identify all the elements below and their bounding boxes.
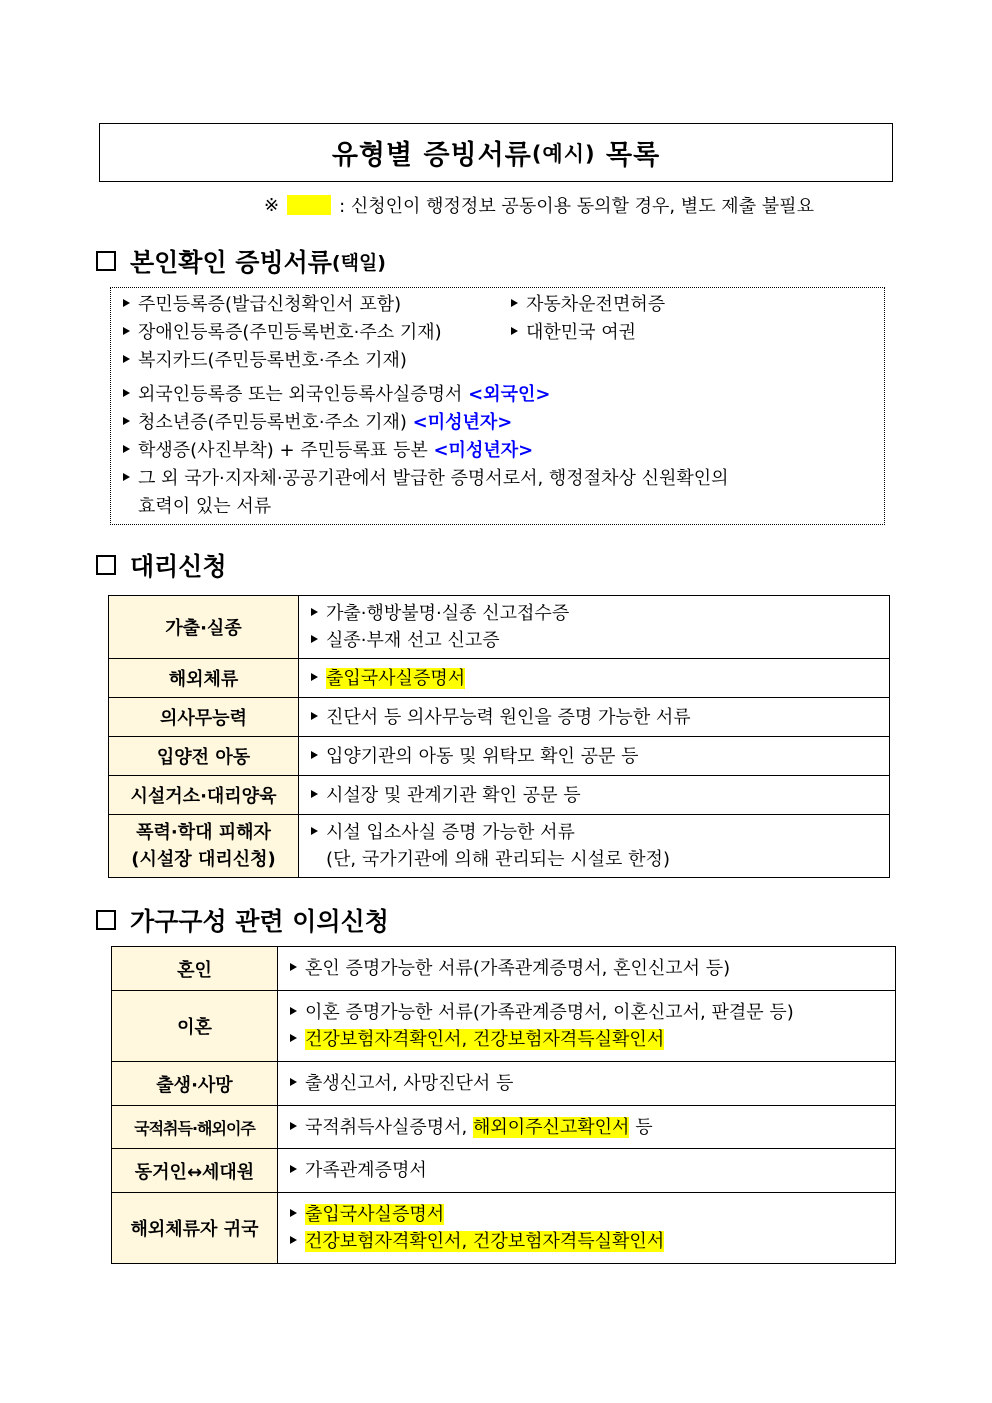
bullet-triangle-icon [311, 608, 318, 616]
bullet-triangle-icon [311, 673, 318, 681]
note-mark: ※ [264, 194, 280, 216]
title-tail: 목록 [595, 140, 661, 171]
section-identity-heading [96, 243, 386, 279]
table-row [109, 698, 890, 737]
row-value: 출생신고서, 사망진단서 등 [278, 1062, 896, 1106]
section-household-heading [96, 902, 389, 938]
row-value: 입양기관의 아동 및 위탁모 확인 공문 등 [299, 737, 890, 776]
table-row [112, 1062, 896, 1106]
row-key: 출생·사망 [112, 1062, 278, 1106]
row-value: 가족관계증명서 [278, 1149, 896, 1193]
bullet-triangle-icon [290, 1165, 297, 1173]
bullet-triangle-icon [290, 1007, 297, 1015]
list-item: 주민등록증(발급신청확인서 포함) [123, 291, 401, 319]
note-text: : 신청인이 행정정보 공동이용 동의할 경우, 별도 제출 불필요 [339, 196, 814, 217]
bullet-triangle-icon [311, 790, 318, 798]
bullet-triangle-icon [311, 751, 318, 759]
row-key: 해외체류 [109, 659, 299, 698]
table-row [109, 815, 890, 878]
row-key: 의사무능력 [109, 698, 299, 737]
minor-tag: <미성년자> [412, 412, 513, 433]
bullet-triangle-icon [511, 327, 518, 335]
checkbox-square-icon [96, 910, 116, 930]
table-row [109, 596, 890, 659]
table-row [112, 991, 896, 1062]
bullet-triangle-icon [290, 1236, 297, 1244]
row-key: 국적취득·해외이주 [112, 1106, 278, 1149]
row-value: 국적취득사실증명서, 해외이주신고확인서 등 [278, 1106, 896, 1149]
section-proxy-title: 대리신청 [130, 552, 227, 581]
section-proxy-heading [96, 547, 227, 583]
row-key: 이혼 [112, 991, 278, 1062]
highlighted-text: 건강보험자격확인서, 건강보험자격득실확인서 [305, 1029, 665, 1050]
row-key: 혼인 [112, 947, 278, 991]
row-key: 입양전 아동 [109, 737, 299, 776]
bullet-triangle-icon [123, 473, 130, 481]
list-item: 복지카드(주민등록번호·주소 기재) [123, 347, 407, 375]
row-key: 폭력·학대 피해자 (시설장 대리신청) [109, 815, 299, 878]
checkbox-square-icon [96, 555, 116, 575]
bullet-triangle-icon [290, 1034, 297, 1042]
list-item: 그 외 국가·지자체·공공기관에서 발급한 증명서로서, 행정절차상 신원확인의 [123, 465, 729, 493]
highlighted-text: 출입국사실증명서 [305, 1204, 445, 1225]
bullet-triangle-icon [311, 635, 318, 643]
table-row [109, 776, 890, 815]
table-row [112, 947, 896, 991]
household-table [111, 946, 896, 1264]
section-household-title: 가구구성 관련 이의신청 [130, 907, 389, 936]
row-value: 이혼 증명가능한 서류(가족관계증명서, 이혼신고서, 판결문 등) 건강보험자격확인서, 건강보험자격득실확인서 [278, 991, 896, 1062]
bullet-triangle-icon [123, 389, 130, 397]
bullet-triangle-icon [290, 1122, 297, 1130]
bullet-triangle-icon [311, 712, 318, 720]
row-value: 시설장 및 관계기관 확인 공문 등 [299, 776, 890, 815]
bullet-triangle-icon [123, 445, 130, 453]
highlight-swatch [287, 195, 331, 215]
bullet-triangle-icon [290, 1078, 297, 1086]
title-small: (예시) [531, 141, 596, 166]
list-item: 자동차운전면허증 [511, 291, 665, 319]
list-item: 청소년증(주민등록번호·주소 기재) <미성년자> [123, 409, 512, 437]
highlighted-text: 건강보험자격확인서, 건강보험자격득실확인서 [305, 1231, 665, 1252]
list-item-continuation: 효력이 있는 서류 [138, 496, 272, 517]
bullet-triangle-icon [511, 299, 518, 307]
list-item: 장애인등록증(주민등록번호·주소 기재) [123, 319, 442, 347]
highlighted-text: 해외이주신고확인서 [472, 1116, 630, 1138]
table-row [112, 1193, 896, 1264]
checkbox-square-icon [96, 251, 116, 271]
row-value: 진단서 등 의사무능력 원인을 증명 가능한 서류 [299, 698, 890, 737]
list-item: 대한민국 여권 [511, 319, 636, 347]
list-item: 외국인등록증 또는 외국인등록사실증명서 <외국인> [123, 381, 551, 409]
bullet-triangle-icon [311, 827, 318, 835]
proxy-table [108, 595, 890, 878]
row-key: 동거인↔세대원 [112, 1149, 278, 1193]
section-identity-title: 본인확인 증빙서류 [130, 248, 332, 277]
row-value [278, 1193, 896, 1264]
bullet-triangle-icon [123, 327, 130, 335]
row-key: 시설거소·대리양육 [109, 776, 299, 815]
highlighted-text: 출입국사실증명서 [326, 667, 466, 689]
row-key: 가출·실종 [109, 596, 299, 659]
title-main: 유형별 증빙서류 [331, 140, 532, 171]
bullet-triangle-icon [290, 1209, 297, 1217]
table-row [109, 737, 890, 776]
table-row [112, 1149, 896, 1193]
bullet-triangle-icon [123, 355, 130, 363]
row-key: 해외체류자 귀국 [112, 1193, 278, 1264]
bullet-triangle-icon [123, 417, 130, 425]
highlight-note [264, 192, 814, 218]
identity-documents-box [110, 287, 885, 525]
row-value: 혼인 증명가능한 서류(가족관계증명서, 혼인신고서 등) [278, 947, 896, 991]
row-value [299, 659, 890, 698]
list-item: 학생증(사진부착) + 주민등록표 등본 <미성년자> [123, 437, 533, 465]
table-row [109, 659, 890, 698]
foreigner-tag: <외국인> [468, 384, 551, 405]
bullet-triangle-icon [123, 299, 130, 307]
table-row [112, 1106, 896, 1149]
section-identity-title-small: (택일) [331, 251, 386, 274]
row-value: 시설 입소사실 증명 가능한 서류 (단, 국가기관에 의해 관리되는 시설로 한정) [299, 815, 890, 878]
bullet-triangle-icon [290, 963, 297, 971]
document-title [99, 123, 893, 182]
row-value: 가출·행방불명·실종 신고접수증 실종·부재 선고 신고증 [299, 596, 890, 659]
minor-tag: <미성년자> [433, 440, 534, 461]
